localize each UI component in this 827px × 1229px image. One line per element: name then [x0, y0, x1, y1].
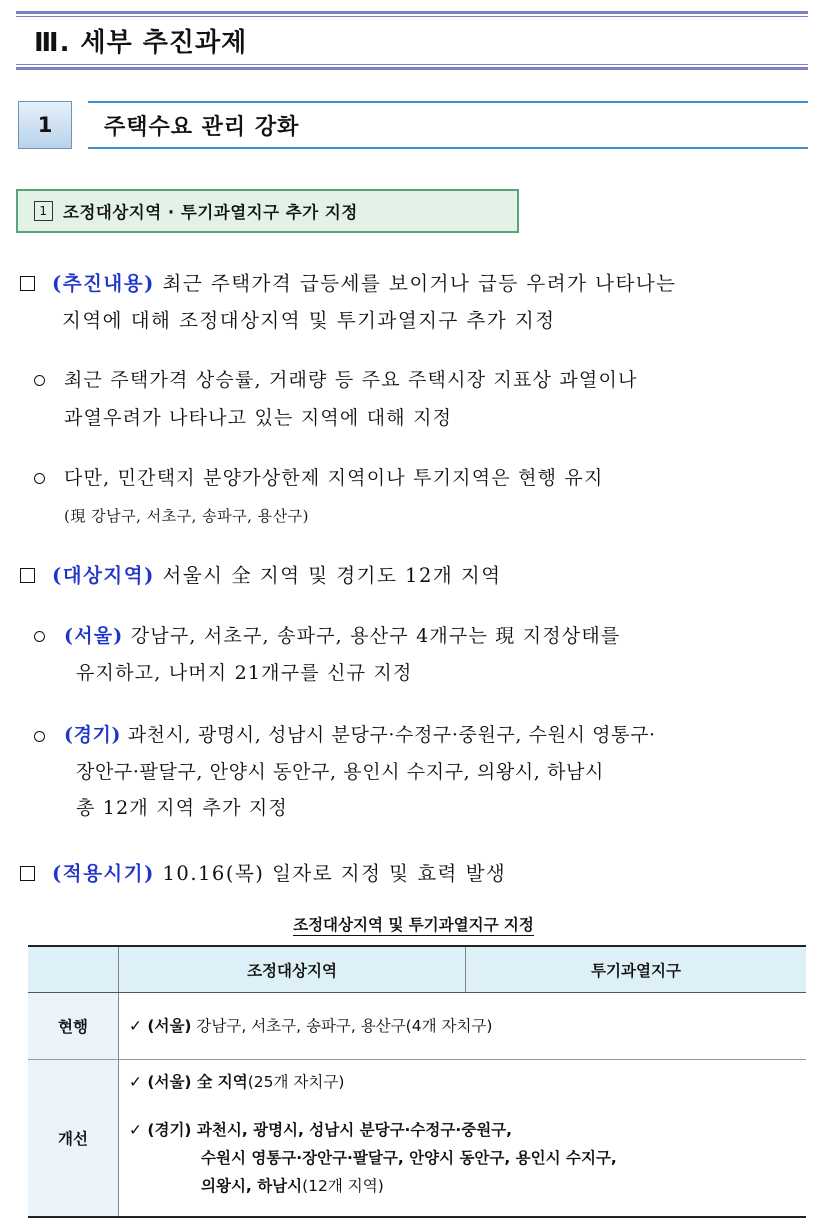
apply-text: 10.16(목) 일자로 지정 및 효력 발생	[154, 862, 507, 885]
topic-box	[16, 189, 519, 233]
section-bottom-rule	[16, 64, 808, 65]
target-text: 서울시 全 지역 및 경기도 12개 지역	[154, 564, 502, 587]
target-label: (대상지역)	[52, 564, 155, 587]
improved-gg-line-2	[119, 1144, 806, 1172]
bullet2-line-1: 다만, 민간택지 분양가상한제 지역이나 투기지역은 현행 유지	[64, 467, 604, 489]
table-caption-text: 조정대상지역 및 투기과열지구 지정	[293, 916, 534, 934]
improved-gg-text-1: 과천시, 광명시, 성남시 분당구·수정구·중원구,	[191, 1121, 513, 1139]
circle-bullet-icon	[34, 473, 45, 484]
target-line	[52, 560, 502, 588]
content-text-1: 최근 주택가격 급등세를 보이거나 급등 우려가 나타나는	[154, 272, 677, 295]
table-header-overheated-district: 투기과열지구	[466, 946, 807, 993]
row-improved-content	[119, 1060, 807, 1218]
gyeonggi-line-1	[64, 720, 656, 747]
table-row	[28, 1060, 806, 1218]
content-label: (추진내용)	[52, 272, 155, 295]
gyeonggi-line-2: 장안구·팔달구, 안양시 동안구, 용인시 수지구, 의왕시, 하남시	[76, 761, 604, 783]
improved-seoul-rest: (25개 자치구)	[247, 1073, 345, 1091]
content-text-2: 지역에 대해 조정대상지역 및 투기과열지구 추가 지정	[62, 309, 556, 332]
bullet2-note: (現 강남구, 서초구, 송파구, 용산구)	[64, 507, 309, 525]
square-bullet-icon	[20, 568, 35, 583]
square-bullet-icon	[20, 866, 35, 881]
square-bullet-icon	[20, 276, 35, 291]
gyeonggi-text-1: 과천시, 광명시, 성남시 분당구·수정구·중원구, 수원시 영통구·	[121, 724, 656, 746]
section-top-rule	[16, 11, 808, 14]
table-row	[28, 993, 806, 1060]
circle-bullet-icon	[34, 731, 45, 742]
table-header-adjusted-area: 조정대상지역	[119, 946, 466, 993]
row-current-content	[119, 993, 807, 1060]
apply-label: (적용시기)	[52, 862, 155, 885]
table-header-empty	[28, 946, 119, 993]
current-text: 강남구, 서초구, 송파구, 용산구(4개 자치구)	[191, 1017, 493, 1035]
subsection-bottom-rule	[88, 147, 808, 149]
improved-gg-text-3-rest: (12개 지역)	[302, 1177, 384, 1195]
gyeonggi-label: (경기)	[64, 724, 122, 746]
subsection-title: 주택수요 관리 강화	[104, 115, 300, 140]
check-seoul: ✓ (서울)	[129, 1017, 192, 1035]
improved-seoul-bold: 全 지역	[191, 1073, 248, 1091]
seoul-line-1	[64, 621, 620, 648]
topic-title: 조정대상지역 · 투기과열지구 추가 지정	[63, 203, 358, 222]
table-caption	[0, 913, 827, 935]
table-header-row	[28, 946, 806, 993]
bullet1-line-2: 과열우려가 나타나고 있는 지역에 대해 지정	[64, 407, 453, 429]
content-line-2	[62, 305, 556, 333]
seoul-label: (서울)	[64, 625, 124, 647]
check-seoul: ✓ (서울)	[129, 1073, 192, 1091]
improved-gg-line-1	[119, 1116, 806, 1144]
improved-gg-text-3-bold: 의왕시, 하남시	[201, 1177, 303, 1195]
subsection-number: 1	[37, 113, 53, 137]
section-top-rule-thin	[16, 16, 808, 17]
subsection-number-box	[18, 101, 72, 149]
designation-table	[28, 945, 806, 1218]
topic-badge: 1	[34, 201, 53, 221]
row-label-current: 현행	[28, 993, 119, 1060]
circle-bullet-icon	[34, 375, 45, 386]
content-line-1	[52, 268, 676, 296]
seoul-text-1: 강남구, 서초구, 송파구, 용산구 4개구는 現 지정상태를	[123, 625, 621, 647]
apply-line	[52, 858, 506, 886]
improved-gg-text-2: 수원시 영통구·장안구·팔달구, 안양시 동안구, 용인시 수지구,	[201, 1149, 617, 1167]
improved-seoul-line	[119, 1068, 806, 1096]
current-line	[119, 1012, 806, 1040]
seoul-line-2: 유지하고, 나머지 21개구를 신규 지정	[76, 662, 413, 684]
section-title: Ⅲ. 세부 추진과제	[34, 28, 248, 58]
section-bottom-rule-thick	[16, 67, 808, 70]
check-gyeonggi: ✓ (경기)	[129, 1121, 192, 1139]
circle-bullet-icon	[34, 631, 45, 642]
bullet1-line-1: 최근 주택가격 상승률, 거래량 등 주요 주택시장 지표상 과열이나	[64, 369, 638, 391]
subsection-top-rule	[88, 101, 808, 103]
gyeonggi-line-3: 총 12개 지역 추가 지정	[76, 797, 288, 819]
row-label-improved: 개선	[28, 1060, 119, 1218]
improved-gg-line-3	[119, 1172, 806, 1200]
